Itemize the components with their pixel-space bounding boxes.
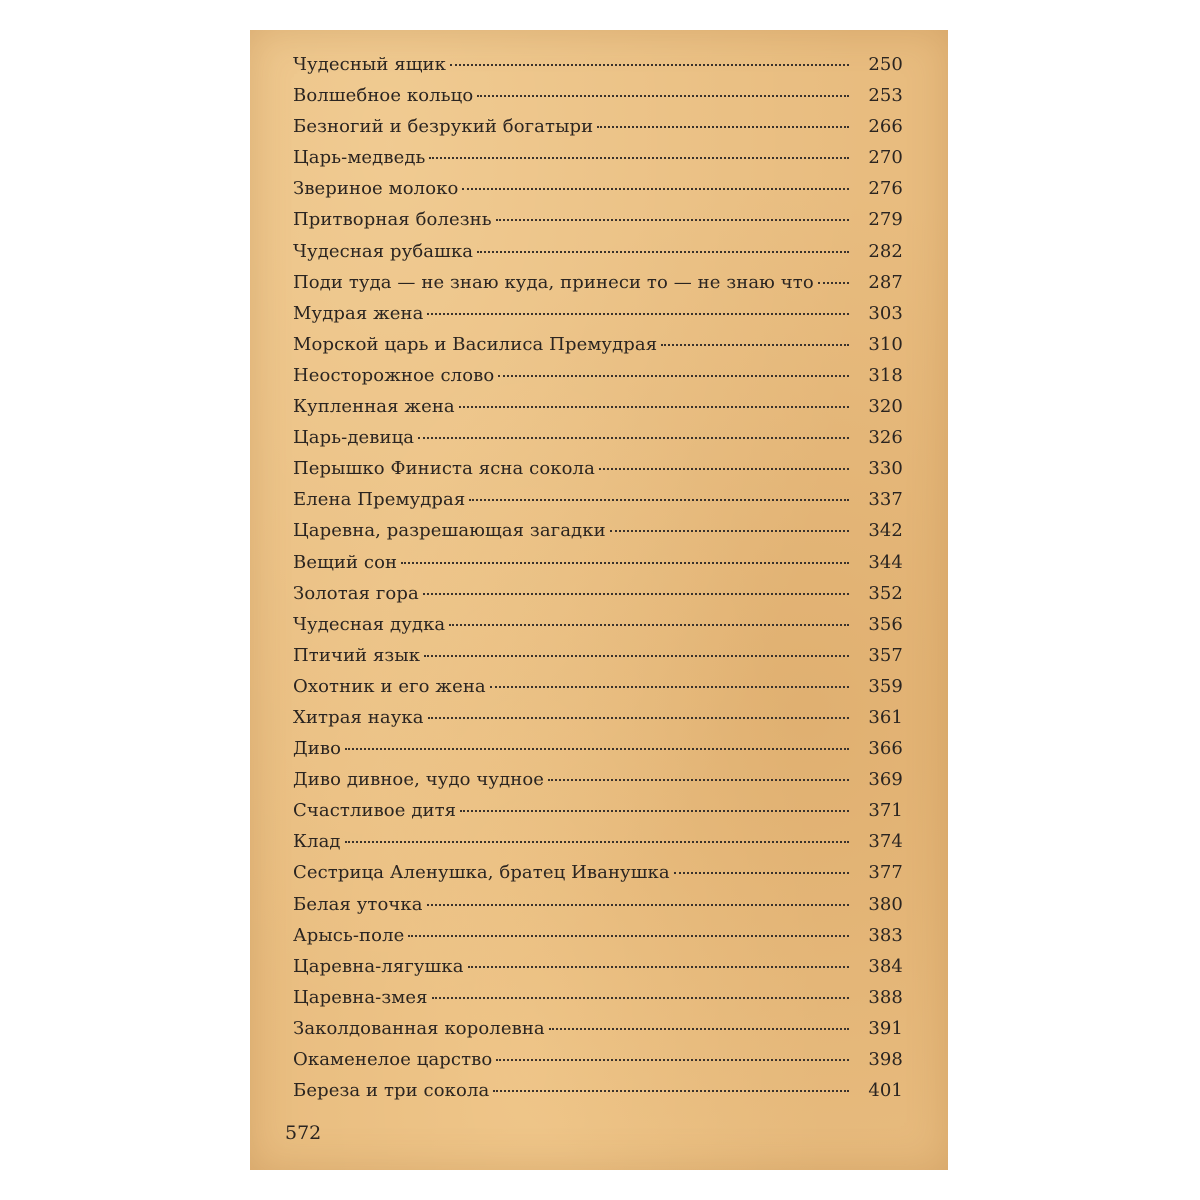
toc-entry: [293, 178, 903, 209]
toc-entry-title: Купленная жена: [293, 396, 455, 418]
toc-entry-title: Чудесная дудка: [293, 613, 446, 635]
toc-entry-page: 377: [868, 862, 903, 884]
toc-entry-page: 344: [868, 551, 903, 573]
dot-leader: [496, 1059, 849, 1061]
toc-entry-page: 388: [868, 986, 903, 1008]
toc-entry-page: 279: [868, 209, 903, 231]
dot-leader: [490, 686, 849, 688]
toc-entry-title: Царевна, разрешающая загадки: [293, 520, 606, 542]
dot-leader: [468, 966, 849, 968]
dot-leader: [548, 779, 849, 781]
book-page: [250, 30, 948, 1170]
toc-entry-title: Счастливое дитя: [293, 800, 457, 822]
toc-entry-title: Неосторожное слово: [293, 364, 495, 386]
dot-leader: [462, 188, 849, 190]
toc-entry-title: Царевна-змея: [293, 986, 428, 1008]
toc-entry: [293, 552, 903, 583]
toc-entry: [293, 334, 903, 365]
toc-entry-title: Вещий сон: [293, 551, 398, 573]
dot-leader: [477, 251, 849, 253]
dot-leader: [469, 499, 849, 501]
toc-entry: [293, 427, 903, 458]
toc-entry: [293, 272, 903, 303]
toc-entry-page: 401: [868, 1080, 903, 1102]
toc-entry: [293, 209, 903, 240]
toc-entry-title: Охотник и его жена: [293, 675, 486, 697]
dot-leader: [597, 126, 849, 128]
toc-entry: [293, 365, 903, 396]
toc-entry-title: Диво дивное, чудо чудное: [293, 769, 545, 791]
toc-entry-page: 337: [868, 489, 903, 511]
toc-entry-page: 398: [868, 1049, 903, 1070]
toc-entry-title: Елена Премудрая: [293, 489, 466, 511]
toc-entry: [293, 458, 903, 489]
toc-entry-page: 384: [868, 955, 903, 977]
toc-entry-title: Береза и три сокола: [293, 1080, 490, 1102]
dot-leader: [661, 344, 849, 346]
dot-leader: [418, 437, 849, 439]
dot-leader: [408, 935, 849, 937]
toc-entry: [293, 956, 903, 987]
toc-entry-page: 391: [868, 1017, 903, 1039]
dot-leader: [424, 655, 849, 657]
toc-entry-title: Чудесная рубашка: [293, 240, 474, 262]
toc-entry-title: Окаменелое царство: [293, 1049, 493, 1070]
toc-entry-page: 380: [868, 893, 903, 915]
dot-leader: [459, 406, 849, 408]
toc-entry-page: 352: [868, 582, 903, 604]
toc-entry-page: 320: [868, 396, 903, 418]
toc-entry: [293, 862, 903, 893]
toc-entry-page: 250: [868, 54, 903, 75]
toc-entry-page: 326: [868, 427, 903, 449]
toc-entry-title: Перышко Финиста ясна сокола: [293, 458, 595, 480]
toc-entry-title: Притворная болезнь: [293, 209, 492, 231]
toc-entry-title: Хитрая наука: [293, 706, 424, 728]
toc-entry: [293, 738, 903, 769]
toc-entry-page: 383: [868, 924, 903, 946]
toc-entry-title: Заколдованная королевна: [293, 1017, 545, 1039]
dot-leader: [401, 562, 849, 564]
toc-entry-page: 369: [868, 769, 903, 791]
toc-entry-title: Царевна-лягушка: [293, 955, 464, 977]
dot-leader: [449, 624, 849, 626]
dot-leader: [599, 468, 849, 470]
toc-entry-page: 303: [868, 302, 903, 324]
toc-entry-page: 366: [868, 738, 903, 760]
toc-entry-page: 266: [868, 116, 903, 138]
toc-entry-title: Золотая гора: [293, 582, 419, 604]
dot-leader: [610, 530, 849, 532]
dot-leader: [427, 904, 849, 906]
dot-leader: [345, 841, 849, 843]
toc-entry: [293, 645, 903, 676]
toc-entry-page: 253: [868, 85, 903, 107]
dot-leader: [429, 157, 849, 159]
toc-entry: [293, 1018, 903, 1049]
toc-entry: [293, 800, 903, 831]
toc-entry-title: Безногий и безрукий богатыри: [293, 116, 594, 138]
toc-entry-page: 330: [868, 458, 903, 480]
dot-leader: [427, 313, 849, 315]
dot-leader: [496, 219, 849, 221]
dot-leader: [549, 1028, 849, 1030]
toc-entry-page: 270: [868, 147, 903, 169]
toc-entry-page: 374: [868, 831, 903, 853]
toc-entry-title: Клад: [293, 831, 341, 853]
toc-entry-title: Царь-девица: [293, 427, 415, 449]
toc-entry: [293, 1049, 903, 1080]
toc-entry-title: Чудесный ящик: [293, 54, 446, 75]
toc-entry-title: Белая уточка: [293, 893, 423, 915]
toc-entry-title: Царь-медведь: [293, 147, 426, 169]
toc-entry: [293, 676, 903, 707]
toc-entry: [293, 769, 903, 800]
dot-leader: [428, 717, 849, 719]
toc-entry-page: 287: [868, 271, 903, 293]
dot-leader: [345, 748, 849, 750]
toc-entry-title: Арысь-поле: [293, 924, 405, 946]
toc-entry-title: Диво: [293, 738, 342, 760]
toc-entry-page: 342: [868, 520, 903, 542]
toc-entry: [293, 396, 903, 427]
toc-entry-page: 361: [868, 706, 903, 728]
toc-entry-title: Сестрица Аленушка, братец Иванушка: [293, 862, 670, 884]
toc-entry: [293, 583, 903, 614]
toc-entry: [293, 241, 903, 272]
toc-entry: [293, 1080, 903, 1111]
dot-leader: [432, 997, 849, 999]
toc-entry: [293, 925, 903, 956]
dot-leader: [818, 282, 849, 284]
toc-entry-page: 310: [868, 333, 903, 355]
toc-entry-title: Поди туда — не знаю куда, принеси то — не знаю что: [293, 271, 814, 293]
toc-entry-title: Морской царь и Василиса Премудрая: [293, 333, 658, 355]
dot-leader: [493, 1090, 849, 1092]
toc-entry-page: 318: [868, 364, 903, 386]
toc-entry-page: 282: [868, 240, 903, 262]
toc-entry: [293, 987, 903, 1018]
toc-entry: [293, 116, 903, 147]
dot-leader: [477, 95, 849, 97]
toc-entry-page: 371: [868, 800, 903, 822]
dot-leader: [460, 810, 849, 812]
toc-entry-page: 357: [868, 644, 903, 666]
toc-entry-page: 359: [868, 675, 903, 697]
dot-leader: [423, 593, 849, 595]
toc-entry: [293, 85, 903, 116]
toc-entry-title: Мудрая жена: [293, 302, 424, 324]
toc-entry: [293, 303, 903, 334]
toc-entry: [293, 707, 903, 738]
toc-entry: [293, 614, 903, 645]
toc-entry-page: 356: [868, 613, 903, 635]
toc-entry: [293, 54, 903, 85]
toc-entry: [293, 831, 903, 862]
toc-entry: [293, 894, 903, 925]
dot-leader: [450, 64, 849, 66]
table-of-contents: [293, 54, 903, 1111]
toc-entry-title: Волшебное кольцо: [293, 85, 474, 107]
toc-entry: [293, 147, 903, 178]
dot-leader: [498, 375, 849, 377]
toc-entry-title: Птичий язык: [293, 644, 421, 666]
page-number: 572: [285, 1122, 322, 1144]
toc-entry: [293, 520, 903, 551]
dot-leader: [674, 872, 849, 874]
toc-entry-title: Звериное молоко: [293, 178, 459, 200]
toc-entry-page: 276: [868, 178, 903, 200]
toc-entry: [293, 489, 903, 520]
